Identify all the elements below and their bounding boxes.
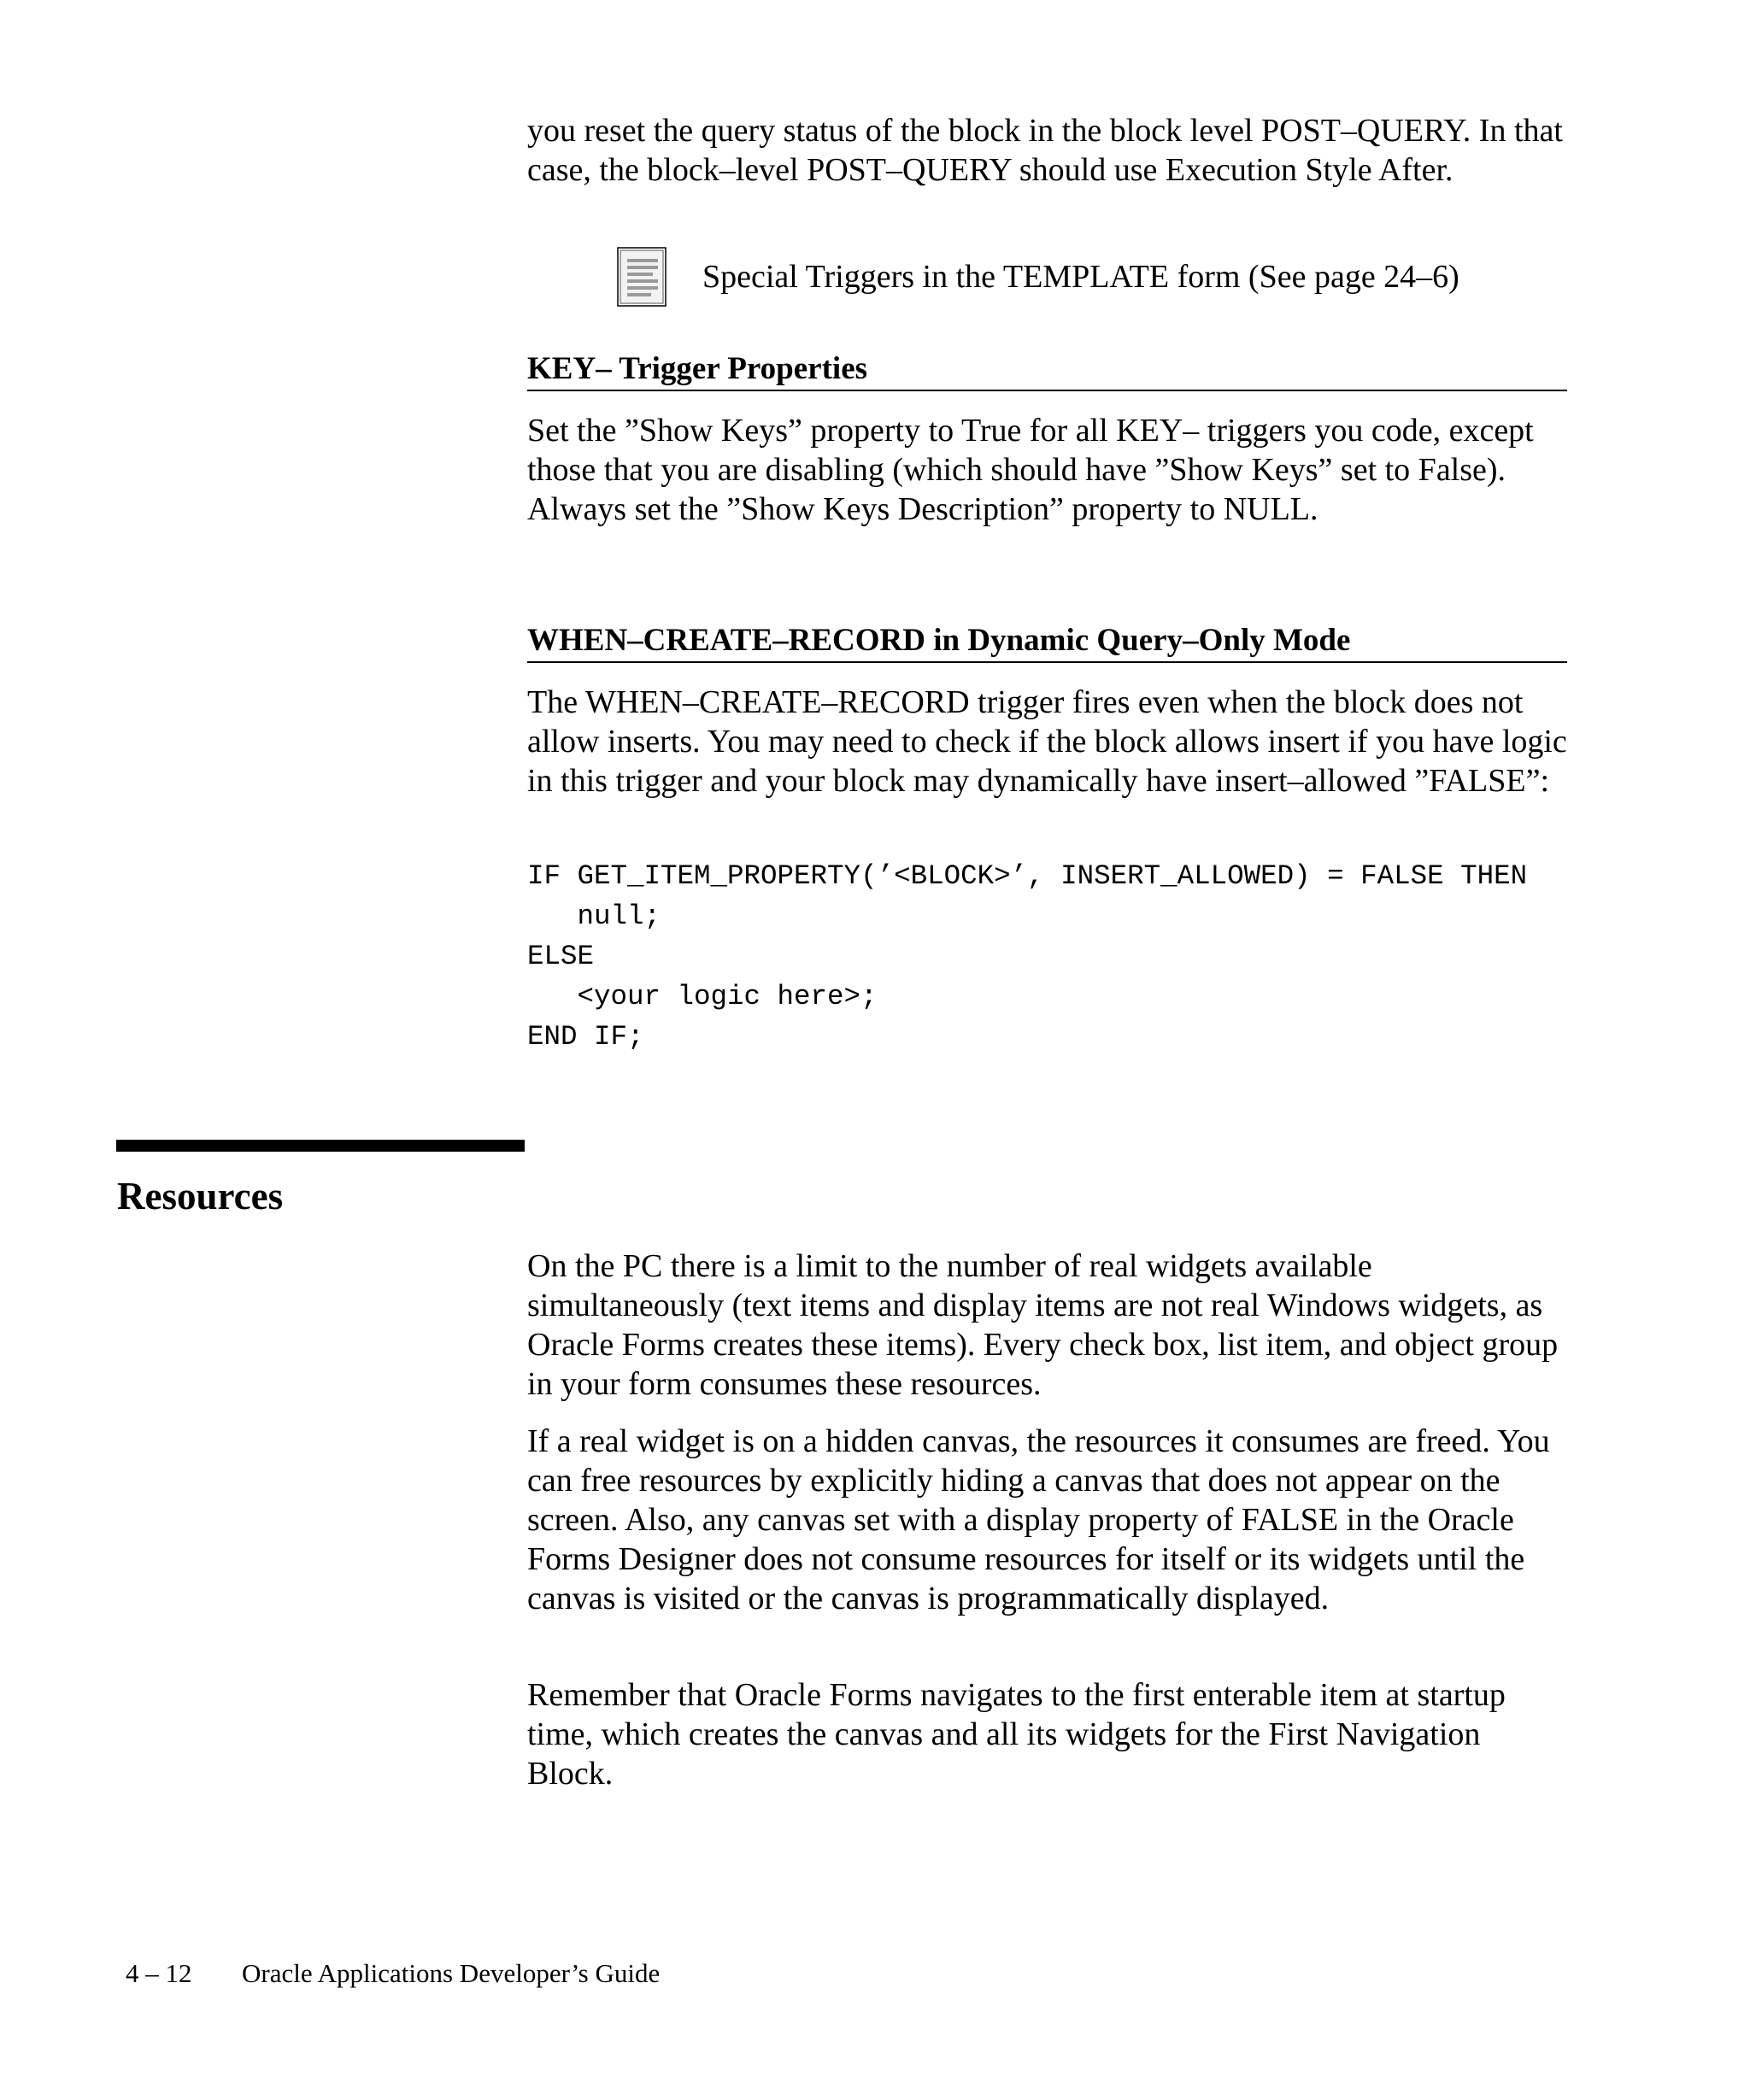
resources-paragraph-3: Remember that Oracle Forms navigates to the first enterable item at startup time, which creates the canvas and all its widgets for the First Navigation Block. — [527, 1677, 1506, 1792]
intro-paragraph: you reset the query status of the block in the block level POST–QUERY. In that case, the block–level POST–QUERY should use Execution Style After. — [527, 113, 1563, 188]
resources-paragraph-2: If a real widget is on a hidden canvas, the resources it consumes are freed. You can free resources by explicitly hiding a canvas that does not appear on the screen. Also, any canvas set with a display property of FALSE in the Oracle Forms Designer does not consume resources for itself or its widgets until the canvas is visited or the canvas is programmatically displayed. — [527, 1423, 1550, 1616]
key-trigger-paragraph: Set the ”Show Keys” property to True for all KEY– triggers you code, except those that you are disabling (which should have ”Show Keys” set to False). Always set the ”Show Keys Description” property to NULL. — [527, 413, 1534, 527]
document-icon — [617, 247, 667, 307]
cross-reference-link[interactable] — [617, 247, 1565, 310]
when-create-record-paragraph: The WHEN–CREATE–RECORD trigger fires even when the block does not allow inserts. You may need to check if the block allows insert if you have logic in this trigger and your block may dynamically have insert–allowed ”FALSE”: — [527, 684, 1567, 799]
book-title: Oracle Applications Developer’s Guide — [242, 1958, 661, 1988]
code-block: IF GET_ITEM_PROPERTY(’<BLOCK>’, INSERT_ALLOWED) = FALSE THEN null; ELSE <your logic here>; END IF; — [527, 860, 1528, 1053]
section-title: Resources — [117, 1175, 284, 1217]
key-trigger-heading: KEY– Trigger Properties — [527, 350, 1567, 391]
cross-reference-text: Special Triggers in the TEMPLATE form (See page 24–6) — [702, 259, 1459, 295]
page-number: 4 – 12 — [126, 1958, 192, 1988]
section-divider — [116, 1140, 525, 1152]
resources-paragraph-1: On the PC there is a limit to the number of real widgets available simultaneously (text items and display items are not real Windows widgets, as Oracle Forms creates these items). Every check box, list item, and object group in your form consumes these resources. — [527, 1248, 1559, 1402]
when-create-record-heading: WHEN–CREATE–RECORD in Dynamic Query–Only Mode — [527, 622, 1567, 663]
